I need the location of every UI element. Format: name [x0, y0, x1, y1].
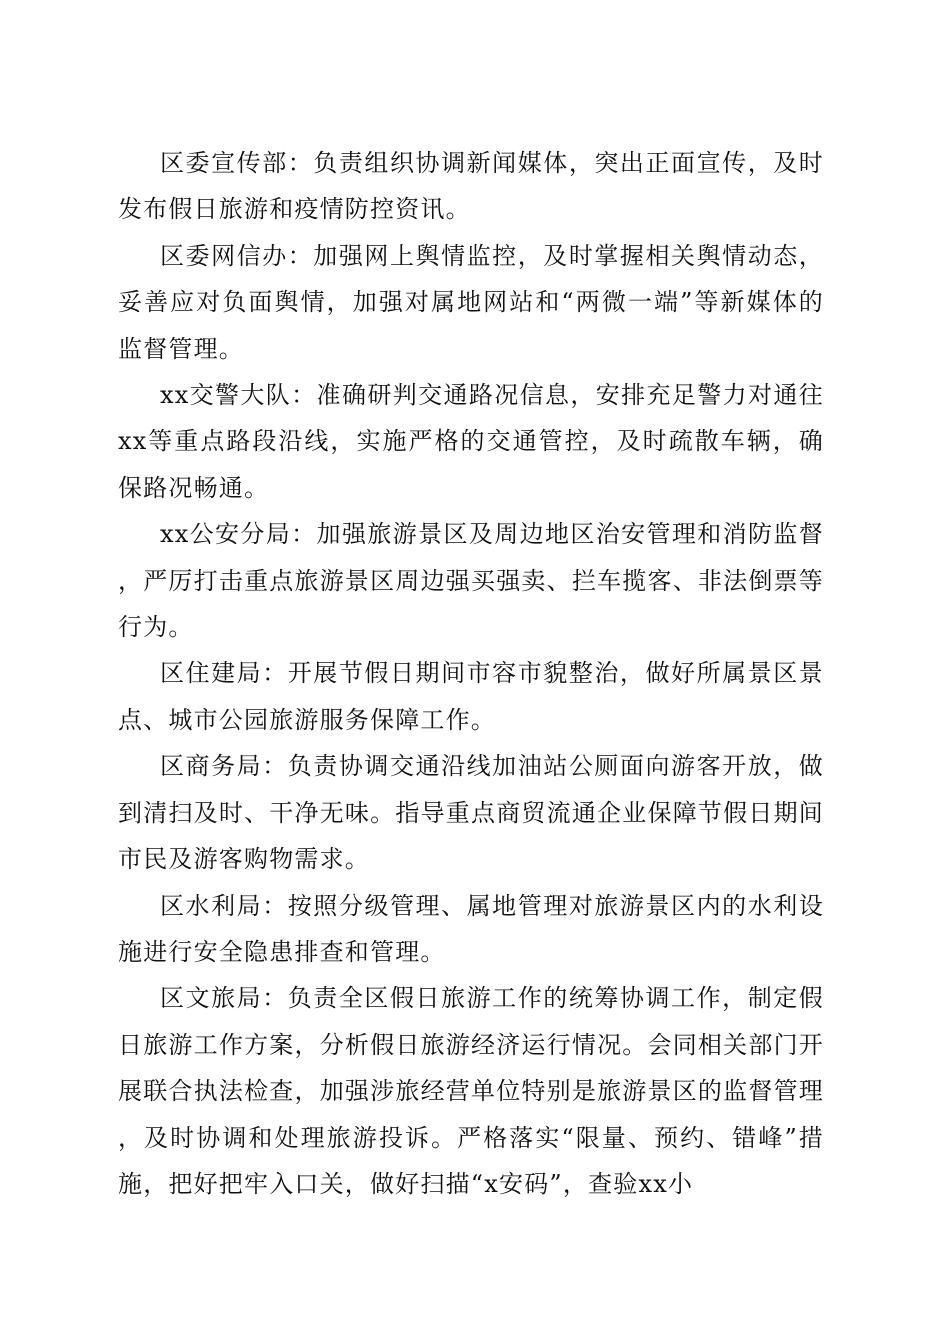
- document-body: [118, 140, 824, 1207]
- paragraph-culture-tourism-bureau: 区文旅局：负责全区假日旅游工作的统筹协调工作，制定假日旅游工作方案，分析假日旅游经济运行情况。会同相关部门开展联合执法检查，加强涉旅经营单位特别是旅游景区的监督管理，及时协调和处理旅游投诉。严格落实“限量、预约、错峰”措施，把好把牢入口关，做好扫描“x安码”，查验xx小: [118, 984, 824, 1198]
- paragraph-housing-bureau: 区住建局：开展节假日期间市容市貌整治，做好所属景区景点、城市公园旅游服务保障工作。: [118, 659, 824, 734]
- paragraph-public-security: xx公安分局：加强旅游景区及周边地区治安管理和消防监督，严厉打击重点旅游景区周边强买强卖、拦车揽客、非法倒票等行为。: [118, 520, 824, 642]
- paragraph-propaganda-dept: 区委宣传部：负责组织协调新闻媒体，突出正面宣传，及时发布假日旅游和疫情防控资讯。: [118, 149, 824, 224]
- paragraph-cyberspace-office: 区委网信办：加强网上舆情监控，及时掌握相关舆情动态，妥善应对负面舆情，加强对属地网站和“两微一端”等新媒体的监督管理。: [118, 241, 824, 363]
- paragraph-traffic-police: xx交警大队：准确研判交通路况信息，安排充足警力对通往xx等重点路段沿线，实施严格的交通管控，及时疏散车辆，确保路况畅通。: [118, 381, 824, 502]
- paragraph-water-bureau: 区水利局：按照分级管理、属地管理对旅游景区内的水利设施进行安全隐患排查和管理。: [118, 891, 824, 966]
- paragraph-commerce-bureau: 区商务局：负责协调交通沿线加油站公厕面向游客开放，做到清扫及时、干净无味。指导重点商贸流通企业保障节假日期间市民及游客购物需求。: [118, 752, 824, 874]
